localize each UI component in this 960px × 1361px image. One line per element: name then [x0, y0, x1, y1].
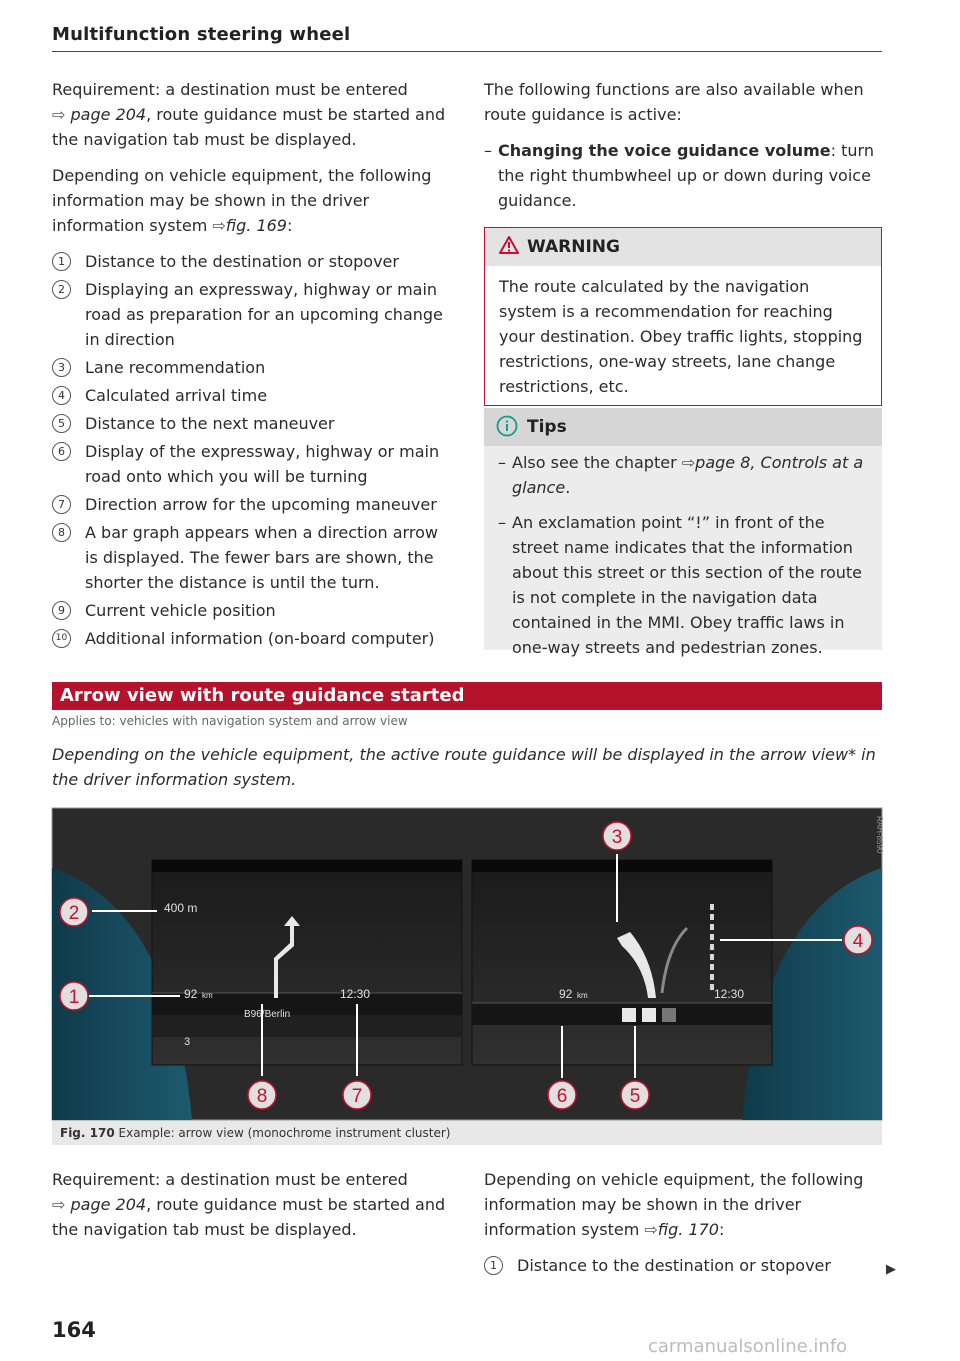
figure-reference-link[interactable]: fig. 170	[657, 1220, 719, 1239]
number-badge: 9	[52, 601, 71, 620]
list-item: 4 Calculated arrival time	[52, 383, 452, 408]
tips-title: Tips	[527, 417, 567, 437]
tip-item: – An exclamation point “!” in front of the street name indicates that the information about this street or this section of the route is not complete in the navigation data contained in the MMI. Obey traffic laws in one-way streets and pedestrian zones.	[498, 513, 862, 657]
continue-arrow-icon: ▶	[886, 1262, 896, 1277]
list-item: 2 Displaying an expressway, highway or main road as preparation for an upcoming change in direction	[52, 277, 452, 352]
arrow-icon: ⇨	[52, 105, 66, 124]
right-column	[484, 77, 882, 223]
warning-text: The route calculated by the navigation system is a recommendation for reaching your destination. Obey traffic lights, stopping restrictions, one-way streets, lane change restrictions, etc.	[499, 277, 863, 396]
number-badge: 2	[52, 280, 71, 299]
callout-4	[844, 926, 872, 954]
applies-note: Applies to: vehicles with navigation system and arrow view	[52, 714, 408, 728]
arrow-icon: ⇨	[52, 1195, 66, 1214]
number-badge: 6	[52, 442, 71, 461]
number-badge: 10	[52, 629, 71, 648]
figure-reference-link[interactable]: fig. 169	[225, 216, 287, 235]
depending-paragraph: Depending on vehicle equipment, the following information may be shown in the driver information system ⇨fig. 169:	[52, 166, 432, 235]
info-icon	[496, 415, 518, 437]
depending-paragraph: Depending on vehicle equipment, the following information may be shown in the driver information system ⇨fig. 170:	[484, 1170, 864, 1239]
list-item: 6 Display of the expressway, highway or main road onto which you will be turning	[52, 439, 452, 489]
number-badge: 8	[52, 523, 71, 542]
left-display	[152, 860, 462, 1065]
left-road-name: B96/Berlin	[244, 1009, 291, 1020]
functions-intro: The following functions are also available when route guidance is active:	[484, 80, 864, 124]
list-item: 10 Additional information (on-board computer)	[52, 626, 452, 651]
section-title: Multifunction steering wheel	[52, 24, 351, 45]
list-item: 5 Distance to the next maneuver	[52, 411, 452, 436]
callout-5	[621, 1081, 649, 1109]
number-badge: 1	[52, 252, 71, 271]
list-item: 7 Direction arrow for the upcoming maneuver	[52, 492, 452, 517]
requirement-paragraph: Requirement: a destination must be entered ⇨ page 204, route guidance must be started and the navigation tab must be displayed.	[52, 80, 446, 149]
section-heading: Arrow view with route guidance started	[52, 682, 882, 710]
number-badge: 5	[52, 414, 71, 433]
number-badge: 4	[52, 386, 71, 405]
bottom-left-column	[52, 1167, 452, 1253]
callout-6	[548, 1081, 576, 1109]
warning-triangle-icon	[499, 236, 519, 254]
right-km-unit: km	[577, 991, 588, 1000]
page-number: 164	[52, 1318, 96, 1342]
svg-text:3: 3	[611, 827, 623, 848]
left-arrival-time: 12:30	[340, 987, 371, 1001]
left-distance: 400 m	[164, 901, 198, 915]
numbered-list	[484, 1253, 882, 1278]
warning-header	[485, 228, 881, 266]
list-item: 1 Distance to the destination or stopover	[484, 1253, 882, 1278]
svg-text:8: 8	[256, 1086, 268, 1107]
page-reference-link[interactable]: page 204	[70, 1195, 147, 1214]
callout-3	[603, 822, 631, 850]
bottom-right-column	[484, 1167, 882, 1281]
svg-text:6: 6	[556, 1086, 568, 1107]
arrow-icon: ⇨	[644, 1220, 658, 1239]
right-display	[472, 860, 772, 1065]
number-badge: 7	[52, 495, 71, 514]
warning-box	[484, 227, 882, 406]
chapter-reference-link[interactable]: page 8, Controls at a glance	[512, 453, 864, 497]
callout-7	[343, 1081, 371, 1109]
figure-instrument-cluster	[52, 808, 882, 1145]
right-km-value: 92	[559, 987, 573, 1001]
svg-text:1: 1	[68, 987, 80, 1008]
watermark: carmanualsonline.info	[648, 1336, 848, 1357]
left-km-value: 92	[184, 987, 198, 1001]
list-item: 9 Current vehicle position	[52, 598, 452, 623]
svg-text:4: 4	[852, 931, 864, 952]
bar-graph-icon	[710, 904, 714, 990]
warning-title: WARNING	[527, 237, 620, 257]
figure-caption: Fig. 170 Example: arrow view (monochrome instrument cluster)	[60, 1126, 451, 1140]
svg-text:7: 7	[351, 1086, 363, 1107]
page-reference-link[interactable]: page 204	[70, 105, 147, 124]
tips-box	[484, 408, 882, 657]
list-item: 1 Distance to the destination or stopover	[52, 249, 452, 274]
right-arrival-time: 12:30	[714, 987, 745, 1001]
arrow-icon: ⇨	[212, 216, 226, 235]
svg-text:5: 5	[629, 1086, 641, 1107]
cluster-illustration	[52, 808, 882, 1145]
number-badge: 3	[52, 358, 71, 377]
lane-recommendation-icons	[622, 1008, 676, 1022]
numbered-list	[52, 249, 452, 651]
left-km-unit: km	[202, 991, 213, 1000]
requirement-paragraph: Requirement: a destination must be entered ⇨ page 204, route guidance must be started and the navigation tab must be displayed.	[52, 1170, 446, 1239]
callout-1	[60, 982, 88, 1010]
left-column	[52, 77, 452, 654]
figure-code: RAH-8590	[875, 816, 884, 854]
list-item: 8 A bar graph appears when a direction arrow is displayed. The fewer bars are shown, the shorter the distance is until the turn.	[52, 520, 452, 595]
function-bullet: – Changing the voice guidance volume: turn the right thumbwheel up or down during voice guidance.	[484, 141, 874, 210]
tip-item: – Also see the chapter ⇨page 8, Controls at a glance.	[498, 453, 864, 497]
page-header	[52, 24, 882, 52]
callout-2	[60, 898, 88, 926]
arrow-icon: ⇨	[681, 453, 696, 472]
tips-header	[484, 408, 882, 446]
svg-text:2: 2	[68, 903, 80, 924]
section-intro: Depending on the vehicle equipment, the active route guidance will be displayed in the arrow view* in the driver information system.	[52, 745, 876, 789]
list-item: 3 Lane recommendation	[52, 355, 452, 380]
callout-8	[248, 1081, 276, 1109]
number-badge: 1	[484, 1256, 503, 1275]
left-info-value: 3	[184, 1036, 191, 1048]
